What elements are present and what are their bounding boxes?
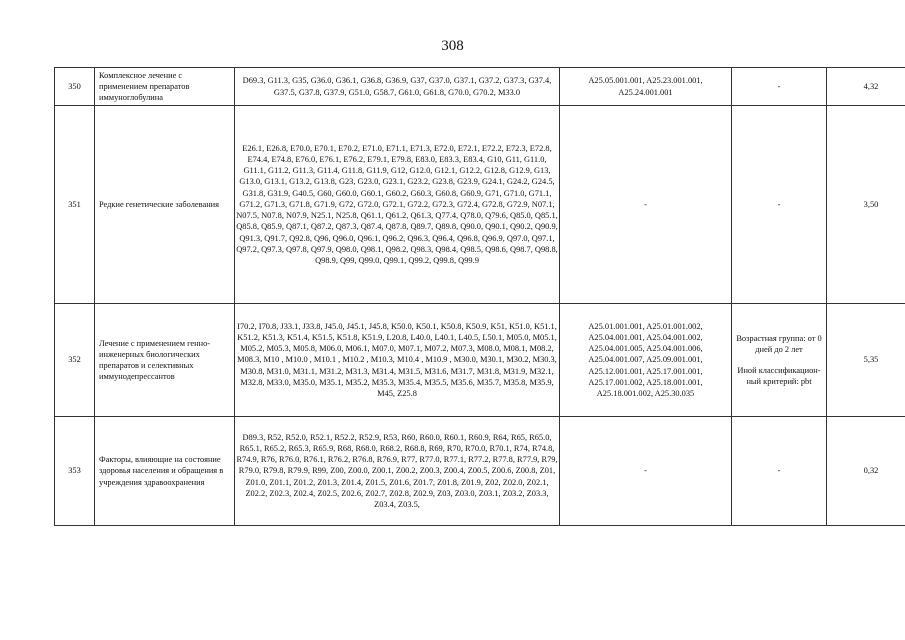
row-number: 352 [55, 304, 95, 417]
criteria [732, 304, 827, 417]
service-codes: - [560, 417, 732, 526]
table-row [55, 106, 905, 304]
coefficient: 5,35 [827, 304, 905, 417]
group-name: Комплексное лечение с применением препаратов иммуноглобулина [95, 68, 235, 106]
table-row [55, 68, 905, 106]
coefficient: 4,32 [827, 68, 905, 106]
criteria: - [732, 68, 827, 106]
coefficient: 3,50 [827, 106, 905, 304]
service-codes: A25.05.001.001, A25.23.001.001, A25.24.001.001 [560, 68, 732, 106]
row-number: 350 [55, 68, 95, 106]
diagnosis-codes: D89.3, R52, R52.0, R52.1, R52.2, R52.9, R53, R60, R60.0, R60.1, R60.9, R64, R65, R65.0, R65.1, R65.2, R65.3, R65.9, R68, R68.0, R68.2, R68.8, R69, R70, R70.0, R70.1, R74, R74.8, R74.9, R76, R76.0, R76.1, R76.2, R76.8, R76.9, R77, R77.0, R77.1, R77.2, R77.8, R77.9, R79, R79.0, R79.8, R79.9, R99, Z00, Z00.0, Z00.1, Z00.2, Z00.3, Z00.4, Z00.5, Z00.6, Z00.8, Z01, Z01.0, Z01.1, Z01.2, Z01.3, Z01.4, Z01.5, Z01.6, Z01.7, Z01.8, Z01.9, Z02, Z02.0, Z02.1, Z02.2, Z02.3, Z02.4, Z02.5, Z02.6, Z02.7, Z02.8, Z02.9, Z03, Z03.0, Z03.1, Z03.2, Z03.3, Z03.4, Z03.5, [235, 417, 560, 526]
table-row [55, 417, 905, 526]
group-name: Редкие генетические заболевания [95, 106, 235, 304]
diagnosis-codes: D69.3, G11.3, G35, G36.0, G36.1, G36.8, G36.9, G37, G37.0, G37.1, G37.2, G37.3, G37.4, G37.5, G37.8, G37.9, G51.0, G58.7, G61.0, G61.8, G70.0, G70.2, M33.0 [235, 68, 560, 106]
service-codes: - [560, 106, 732, 304]
coefficient: 0,32 [827, 417, 905, 526]
row-number: 351 [55, 106, 95, 304]
diagnosis-codes: E26.1, E26.8, E70.0, E70.1, E70.2, E71.0, E71.1, E71.3, E72.0, E72.1, E72.2, E72.3, E72.8, E74.4, E74.8, E76.0, E76.1, E76.2, E79.1, E79.8, E83.0, E83.3, E83.4, G10, G11, G11.0, G11.1, G11.2, G11.3, G11.4, G11.8, G11.9, G12, G12.0, G12.1, G12.2, G12.8, G12.9, G13, G13.0, G13.1, G13.2, G13.8, G23, G23.0, G23.1, G23.2, G23.8, G23.9, G24.1, G24.2, G24.5, G31.8, G31.9, G40.5, G60, G60.0, G60.1, G60.2, G60.3, G60.8, G60.9, G71, G71.0, G71.1, G71.2, G71.3, G71.8, G71.9, G72, G72.0, G72.1, G72.2, G72.3, G72.4, G72.8, G72.9, N07.1, N07.5, N07.8, N07.9, N25.1, N25.8, Q61.1, Q61.2, Q61.3, Q77.4, Q78.0, Q79.6, Q85.0, Q85.1, Q85.8, Q85.9, Q87.1, Q87.2, Q87.3, Q87.4, Q87.8, Q89.7, Q89.8, Q90.0, Q90.1, Q90.2, Q90.9, Q91.3, Q91.7, Q92.8, Q96, Q96.0, Q96.1, Q96.2, Q96.3, Q96.4, Q96.8, Q96.9, Q97.0, Q97.1, Q97.2, Q97.3, Q97.8, Q97.9, Q98.0, Q98.1, Q98.2, Q98.3, Q98.4, Q98.5, Q98.6, Q98.7, Q98.8, Q98.9, Q99, Q99.0, Q99.1, Q99.2, Q99.8, Q99.9 [235, 106, 560, 304]
age-group-criterion: Возрастная группа: от 0 дней до 2 лет [736, 334, 822, 355]
table-row [55, 304, 905, 417]
group-name: Факторы, влияющие на состояние здоровья населения и обращения в учреждения здравоохранения [95, 417, 235, 526]
diagnosis-codes: I70.2, I70.8, J33.1, J33.8, J45.0, J45.1, J45.8, K50.0, K50.1, K50.8, K50.9, K51, K51.0, K51.1, K51.2, K51.3, K51.4, K51.5, K51.8, K51.9, L20.8, L40.0, L40.1, L40.5, L50.1, M05.0, M05.1, M05.2, M05.3, M05.8, M06.0, M06.1, M07.0, M07.1, M07.2, M07.3, M08.0, M08.1, M08.2, M08.3, M10 , M10.0 , M10.1 , M10.2 , M10.3, M10.4 , M10.9 , M30.0, M30.1, M30.2, M30.3, M30.8, M31.0, M31.1, M31.2, M31.3, M31.4, M31.5, M31.6, M31.7, M31.8, M31.9, M32.1, M32.8, M33.0, M35.0, M35.1, M35.2, M35.3, M35.4, M35.5, M35.6, M35.7, M35.8, M35.9, M45, Z25.8 [235, 304, 560, 417]
page-number: 308 [441, 38, 464, 54]
other-criterion: Иной классификацион-ный критерий: pbt [737, 365, 821, 386]
ksg-table [54, 67, 905, 526]
row-number: 353 [55, 417, 95, 526]
criteria: - [732, 106, 827, 304]
service-codes: A25.01.001.001, A25.01.001.002, A25.04.001.001, A25.04.001.002, A25.04.001.005, A25.04.001.006, A25.04.001.007, A25.09.001.001, A25.12.001.001, A25.17.001.001, A25.17.001.002, A25.18.001.001, A25.18.001.002, A25.30.035 [560, 304, 732, 417]
criteria: - [732, 417, 827, 526]
group-name: Лечение с применением генно-инженерных биологических препаратов и селективных иммунодепрессантов [95, 304, 235, 417]
